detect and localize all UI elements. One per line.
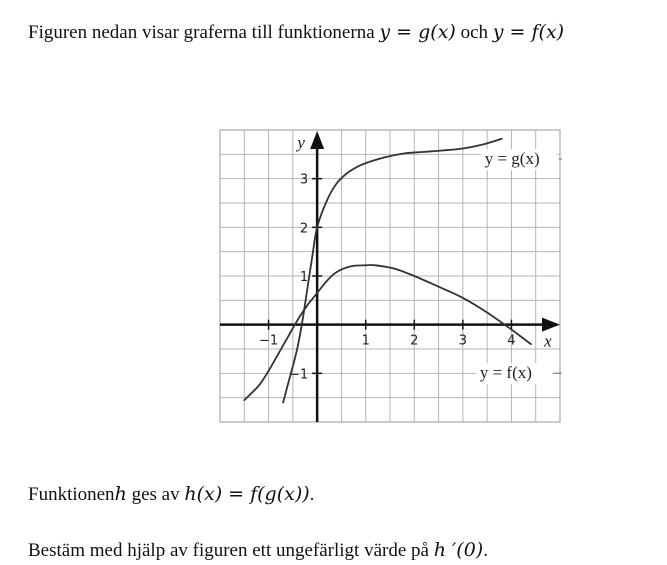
intro-eq-f: y = f(x) <box>492 21 565 43</box>
definition-ges-av: ges av <box>131 484 180 505</box>
labels <box>259 133 562 384</box>
y-tick-label: −1 <box>288 367 309 383</box>
intro-eq-g: y = g(x) <box>379 21 456 43</box>
task-expr: h ′(0) <box>433 539 484 561</box>
x-axis-arrow <box>542 318 560 332</box>
intro-text-label: Figuren nedan visar graferna till funktionerna <box>28 22 375 43</box>
f-curve-label: y = f(x) <box>479 363 532 383</box>
y-axis-label: y <box>297 133 305 152</box>
x-tick-label: 1 <box>361 333 370 349</box>
task-period: . <box>483 540 488 561</box>
x-tick-label: 2 <box>410 333 419 349</box>
x-tick-label: 4 <box>507 333 516 349</box>
intro-text <box>28 20 564 45</box>
intro-och: och <box>460 22 489 43</box>
task-label: Bestäm med hjälp av figuren ett ungefärligt värde på <box>28 540 429 561</box>
g-curve-label: y = g(x) <box>484 149 540 169</box>
function-graph-figure <box>218 128 562 424</box>
definition-eq: h(x) = f(g(x)) <box>184 483 310 505</box>
y-axis-arrow <box>310 131 324 149</box>
definition-period: . <box>309 484 315 505</box>
x-tick-label: −1 <box>258 333 279 349</box>
x-tick-label: 3 <box>458 333 467 349</box>
y-tick-label: 2 <box>299 221 309 237</box>
x-axis-label: x <box>544 331 552 351</box>
task-text <box>28 538 488 563</box>
definition-label: Funktionen <box>28 484 115 505</box>
definition-h: h <box>114 483 127 505</box>
y-tick-label: 1 <box>299 270 309 285</box>
y-tick-label: 3 <box>299 172 309 188</box>
definition-text <box>28 482 314 507</box>
graph-svg <box>218 128 562 424</box>
